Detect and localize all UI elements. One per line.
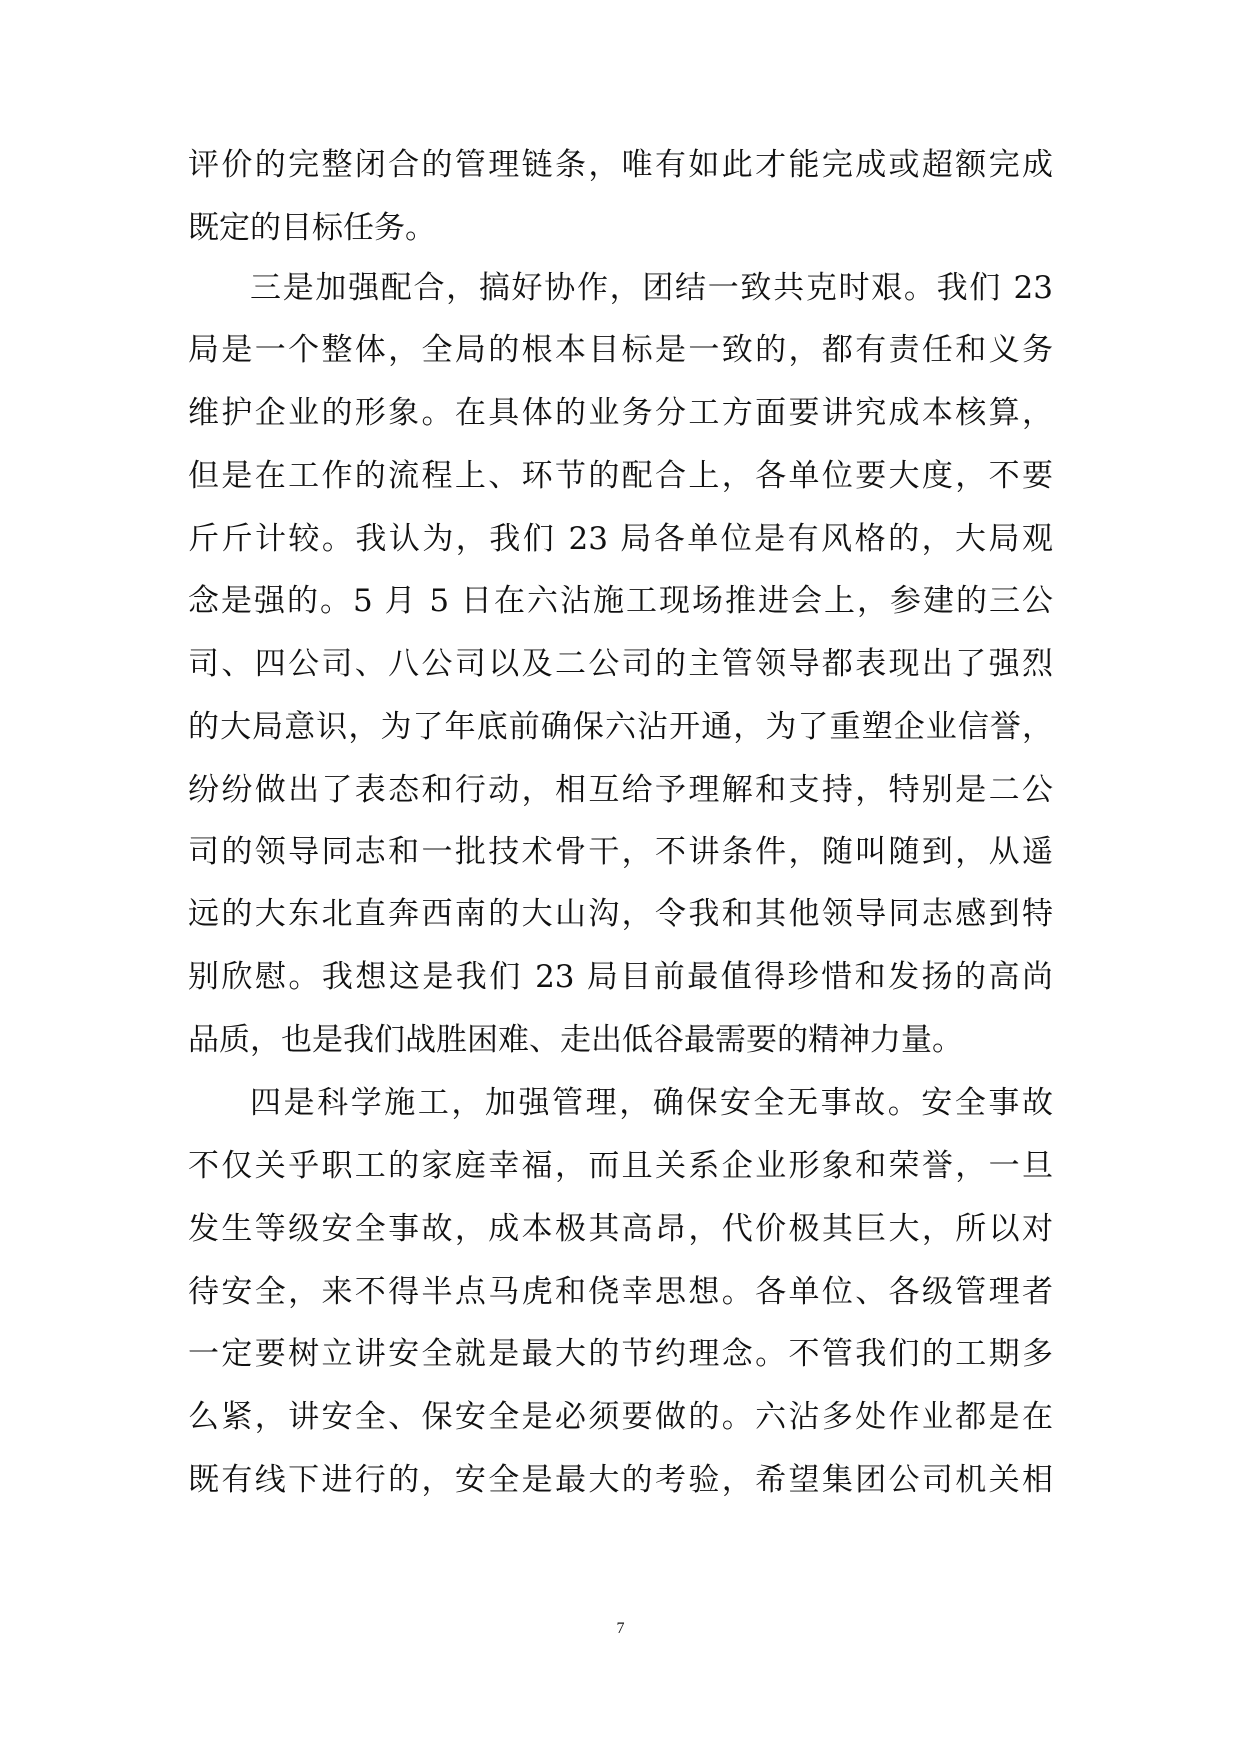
text-line: 的大局意识，为了年底前确保六沾开通，为了重塑企业信誉， [188, 709, 1053, 745]
text-line: 既有线下进行的，安全是最大的考验，希望集团公司机关相 [188, 1462, 1053, 1498]
paragraph-start-line: 三是加强配合，搞好协作，团结一致共克时艰。我们 23 [250, 270, 1053, 306]
text-line: 局是一个整体，全局的根本目标是一致的，都有责任和义务 [188, 332, 1053, 368]
text-line: 么紧，讲安全、保安全是必须要做的。六沾多处作业都是在 [188, 1399, 1053, 1435]
text-line: 斤斤计较。我认为，我们 23 局各单位是有风格的，大局观 [188, 521, 1053, 557]
text-line: 既定的目标任务。 [188, 210, 436, 246]
text-line: 评价的完整闭合的管理链条，唯有如此才能完成或超额完成 [188, 147, 1053, 183]
paragraph-start-line: 四是科学施工，加强管理，确保安全无事故。安全事故 [250, 1085, 1053, 1121]
text-line: 但是在工作的流程上、环节的配合上，各单位要大度，不要 [188, 458, 1053, 494]
text-line: 远的大东北直奔西南的大山沟，令我和其他领导同志感到特 [188, 896, 1053, 932]
page-number: 7 [616, 1620, 625, 1637]
text-line: 不仅关乎职工的家庭幸福，而且关系企业形象和荣誉，一旦 [188, 1148, 1053, 1184]
text-line: 品质，也是我们战胜困难、走出低谷最需要的精神力量。 [188, 1022, 963, 1058]
text-line: 发生等级安全事故，成本极其高昂，代价极其巨大，所以对 [188, 1211, 1053, 1247]
text-line: 一定要树立讲安全就是最大的节约理念。不管我们的工期多 [188, 1336, 1053, 1372]
text-line: 待安全，来不得半点马虎和侥幸思想。各单位、各级管理者 [188, 1274, 1053, 1310]
text-line: 别欣慰。我想这是我们 23 局目前最值得珍惜和发扬的高尚 [188, 959, 1053, 995]
text-line: 纷纷做出了表态和行动，相互给予理解和支持，特别是二公 [188, 772, 1053, 808]
text-line: 念是强的。5 月 5 日在六沾施工现场推进会上，参建的三公 [188, 583, 1053, 619]
text-line: 维护企业的形象。在具体的业务分工方面要讲究成本核算， [188, 395, 1053, 431]
text-line: 司的领导同志和一批技术骨干，不讲条件，随叫随到，从遥 [188, 834, 1053, 870]
text-line: 司、四公司、八公司以及二公司的主管领导都表现出了强烈 [188, 646, 1053, 682]
